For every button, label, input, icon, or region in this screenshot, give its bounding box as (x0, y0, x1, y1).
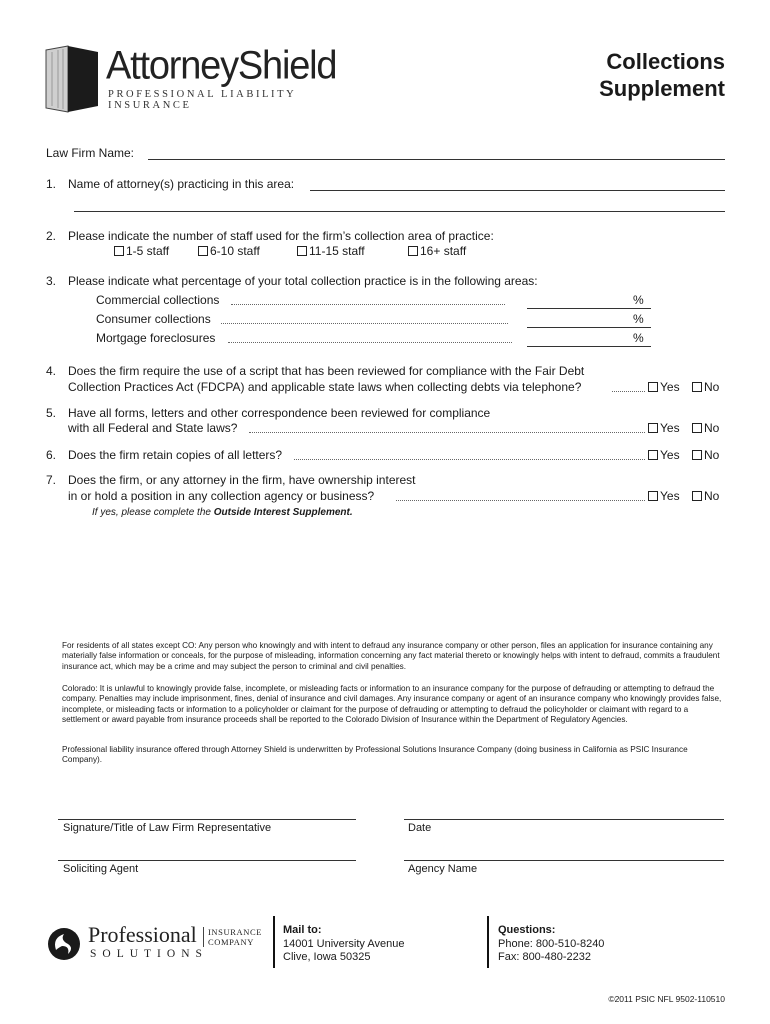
option-label: 6-10 staff (210, 244, 260, 258)
law-firm-name-field[interactable] (148, 159, 725, 160)
q7-yes-option[interactable] (648, 489, 680, 503)
professional-solutions-logo (46, 922, 261, 966)
checkbox-icon[interactable] (408, 246, 418, 256)
checkbox-icon[interactable] (648, 423, 658, 433)
questions-divider (487, 916, 489, 968)
consumer-collections-field[interactable] (527, 327, 651, 328)
fax-number: Fax: 800-480-2232 (498, 951, 591, 963)
leader-dots (228, 342, 512, 343)
consumer-collections-label: Consumer collections (96, 312, 211, 326)
q1-label: Name of attorney(s) practicing in this area: (68, 177, 295, 191)
option-label: 16+ staff (420, 244, 467, 258)
company-sub: SOLUTIONS (90, 948, 208, 960)
brand-tagline: PROFESSIONAL LIABILITY INSURANCE (108, 89, 296, 111)
checkbox-icon[interactable] (692, 423, 702, 433)
leader-dots (294, 459, 645, 460)
leader-dots (612, 391, 645, 392)
q6-yes-option[interactable] (648, 448, 680, 462)
shield-book-icon (44, 44, 100, 114)
mortgage-foreclosures-label: Mortgage foreclosures (96, 331, 216, 345)
q5-line2: with all Federal and State laws? (68, 421, 238, 435)
q3-number: 3. (46, 274, 57, 288)
q1-number: 1. (46, 177, 57, 191)
form-code: ©2011 PSIC NFL 9502-110510 (608, 994, 725, 1004)
no-label: No (704, 448, 720, 462)
q5-number: 5. (46, 406, 57, 420)
leader-dots (396, 500, 645, 501)
underwriting-notice: Professional liability insurance offered through Attorney Shield is underwritten by Professional Solutions Insurance Company (doing business in California as PSIC Insurance Company). (62, 745, 688, 765)
checkbox-icon[interactable] (297, 246, 307, 256)
q7-line1: Does the firm, or any attorney in the firm, have ownership interest (68, 473, 416, 487)
percent-unit: % (633, 312, 644, 326)
mail-divider (273, 916, 275, 968)
percent-unit: % (633, 293, 644, 307)
signature-label: Signature/Title of Law Firm Representative (63, 822, 272, 834)
percent-unit: % (633, 331, 644, 345)
checkbox-icon[interactable] (648, 450, 658, 460)
no-label: No (704, 421, 720, 435)
date-label: Date (408, 822, 432, 834)
q7-line2: in or hold a position in any collection agency or business? (68, 489, 375, 503)
yes-label: Yes (660, 380, 680, 394)
q7-note-prefix: If yes, please complete the (92, 507, 214, 518)
no-label: No (704, 380, 720, 394)
leader-dots (249, 432, 645, 433)
staff-option-16-plus[interactable] (408, 244, 466, 258)
checkbox-icon[interactable] (648, 382, 658, 392)
q7-note (92, 507, 353, 518)
brand-name: AttorneyShield (106, 44, 337, 89)
law-firm-name-label: Law Firm Name: (46, 146, 135, 160)
staff-option-11-15[interactable] (297, 244, 365, 258)
q7-number: 7. (46, 473, 57, 487)
q2-number: 2. (46, 229, 57, 243)
q7-no-option[interactable] (692, 489, 719, 503)
form-title-line2: Supplement (599, 76, 725, 101)
checkbox-icon[interactable] (692, 450, 702, 460)
signature-field[interactable] (58, 819, 356, 820)
q4-line2: Collection Practices Act (FDCPA) and applicable state laws when collecting debts via telephone? (68, 380, 582, 394)
attorney-names-field[interactable] (310, 190, 725, 191)
yes-label: Yes (660, 489, 680, 503)
q6-line1: Does the firm retain copies of all letters? (68, 448, 283, 462)
form-title (599, 48, 725, 102)
company-badge-line1: INSURANCE (208, 927, 263, 937)
agency-name-field[interactable] (404, 860, 724, 861)
q6-no-option[interactable] (692, 448, 719, 462)
q5-no-option[interactable] (692, 421, 719, 435)
option-label: 11-15 staff (309, 244, 365, 258)
option-label: 1-5 staff (126, 244, 170, 258)
mail-line2: Clive, Iowa 50325 (283, 951, 371, 963)
attorneyshield-logo (44, 44, 354, 114)
soliciting-agent-field[interactable] (58, 860, 356, 861)
soliciting-agent-label: Soliciting Agent (63, 863, 139, 875)
checkbox-icon[interactable] (198, 246, 208, 256)
q5-yes-option[interactable] (648, 421, 680, 435)
colorado-disclaimer: Colorado: It is unlawful to knowingly provide false, incomplete, or misleading facts or information to an insurance company for the purpose of defrauding or attempting to defraud the company. Penalties may include imprisonment, fines, denial of insurance and civil damages. Any insurance company or agent of an insurance company who knowingly provides false, incomplete, or misleading facts or information to a policyholder or claimant for the purpose of defrauding or attempting to defraud the policyholder or claimant with regard to a settlement or award payable from insurance proceeds shall be reported to the Colorado Division of Insurance within the Department of Regulatory Agencies. (62, 684, 722, 724)
company-badge (203, 927, 262, 947)
leader-dots (231, 304, 505, 305)
leader-dots (221, 323, 508, 324)
agency-name-label: Agency Name (408, 863, 478, 875)
commercial-collections-label: Commercial collections (96, 293, 220, 307)
yes-label: Yes (660, 421, 680, 435)
checkbox-icon[interactable] (692, 491, 702, 501)
q3-text: Please indicate what percentage of your total collection practice is in the following areas: (68, 274, 538, 288)
mail-to-block (283, 924, 405, 965)
attorney-names-field-line2[interactable] (74, 211, 725, 212)
company-name: Professional (88, 922, 197, 947)
no-label: No (704, 489, 720, 503)
phone-number[interactable]: Phone: 800-510-8240 (498, 937, 605, 950)
mortgage-foreclosures-field[interactable] (527, 346, 651, 347)
checkbox-icon[interactable] (114, 246, 124, 256)
q5-line1: Have all forms, letters and other correspondence been reviewed for compliance (68, 406, 491, 420)
q4-line1: Does the firm require the use of a script that has been reviewed for compliance with the Fair Debt (68, 364, 585, 378)
outside-interest-supplement-link[interactable]: Outside Interest Supplement. (213, 507, 353, 518)
commercial-collections-field[interactable] (527, 308, 651, 309)
mail-line1: 14001 University Avenue (283, 937, 405, 950)
checkbox-icon[interactable] (648, 491, 658, 501)
staff-option-1-5[interactable] (114, 244, 169, 258)
questions-title: Questions: (498, 924, 556, 936)
q4-number: 4. (46, 364, 57, 378)
q6-number: 6. (46, 448, 57, 462)
fraud-disclaimer: For residents of all states except CO: Any person who knowingly and with intent to defraud any insurance company or other person, files an application for insurance containing any materially false information or conceals, for the purpose of misleading, information concerning any fact material thereto or knowingly helps with intent to defraud, commits a fraudulent insurance act, which may be a crime and may subject the person to criminal and civil penalties. (62, 641, 720, 671)
mail-title: Mail to: (283, 924, 322, 936)
swirl-logo-icon (46, 926, 82, 962)
date-field[interactable] (404, 819, 724, 820)
questions-block (498, 924, 604, 965)
form-title-line1: Collections (606, 49, 725, 74)
yes-label: Yes (660, 448, 680, 462)
staff-option-6-10[interactable] (198, 244, 260, 258)
q2-text: Please indicate the number of staff used for the firm’s collection area of practice: (68, 229, 494, 243)
q4-no-option[interactable] (692, 380, 719, 394)
checkbox-icon[interactable] (692, 382, 702, 392)
company-badge-line2: COMPANY (208, 937, 254, 947)
q4-yes-option[interactable] (648, 380, 680, 394)
